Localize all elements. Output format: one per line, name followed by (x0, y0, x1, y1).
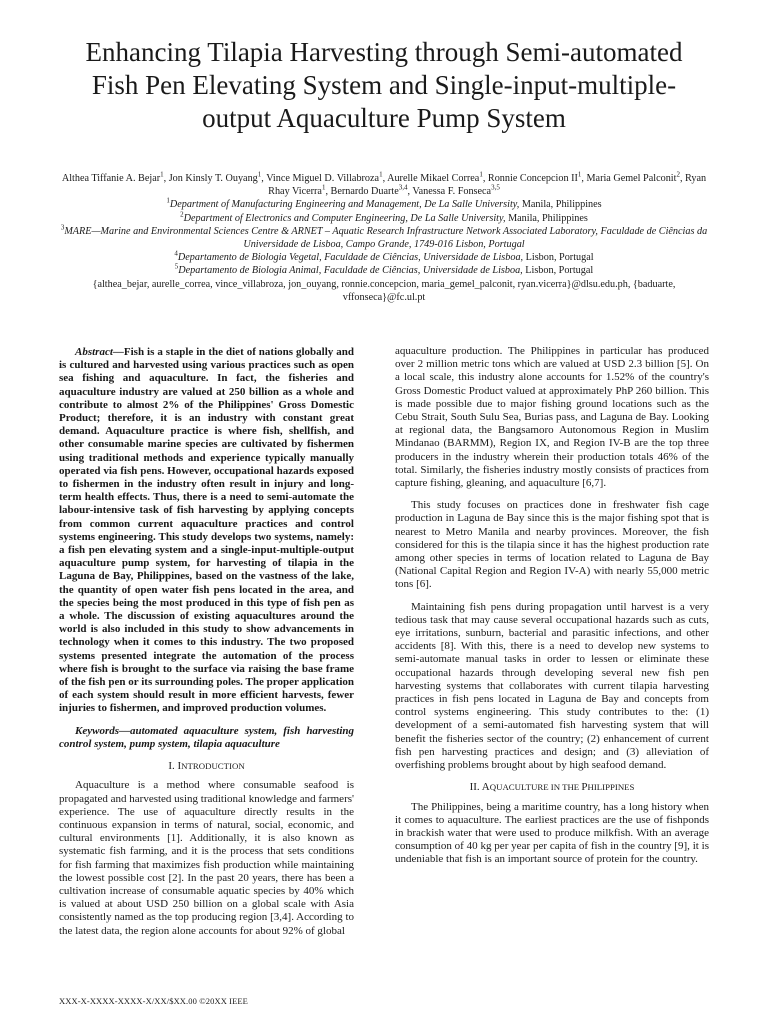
abstract-lead: Abstract— (75, 346, 124, 358)
author-affiliation-mark: 1 (257, 170, 262, 179)
affiliation-line (58, 198, 710, 211)
section-initial: A (481, 781, 490, 794)
author-name: Jon Kinsly T. Ouyang (168, 173, 258, 184)
affiliation-institution: Departamento de Biologia Animal, Faculdade de Ciências, Universidade de Lisboa, (178, 265, 523, 277)
section-numeral: I. (168, 760, 175, 773)
right-column (395, 345, 709, 876)
section-rest: QUACULTURE IN THE (489, 782, 582, 793)
affiliation-institution: Departamento de Biologia Vegetal, Faculdade de Ciências, Universidade de Lisboa, (177, 252, 524, 264)
section-numeral: II. (469, 781, 480, 794)
author-emails: {althea_bejar, aurelle_correa, vince_villabroza, jon_ouyang, ronnie.concepcion, maria_gemel_palconit, ryan.vicerra}@dlsu.edu.ph, {baduarte, vffonseca}@fc.ul.pt (92, 278, 676, 303)
author-affiliation-mark: 2 (676, 170, 680, 179)
author-affiliation-mark: 1 (379, 170, 383, 179)
author-name: Ryan Rhay Vicerra (268, 173, 707, 198)
affiliation-line (58, 212, 710, 225)
copyright-footer: XXX-X-XXXX-XXXX-X/XX/$XX.00 ©20XX IEEE (59, 996, 248, 1006)
affiliation-institution: Department of Electronics and Computer Engineering, De La Salle University, (183, 212, 506, 224)
affiliations (58, 198, 710, 277)
affiliation-institution: Department of Manufacturing Engineering and Management, De La Salle University, (169, 199, 520, 211)
author-affiliation-mark: 3,5 (491, 183, 500, 192)
paragraph-2: This study focuses on practices done in freshwater fish cage production in Laguna de Bay since this is the major fishing spot that is nearest to Metro Manila and nearby provinces. Moreover, the fish considered for this is the tilapia since it has the highest production rate among other species in terms of location related to Laguna de Bay (National Capital Region and Region IV-A) with nearly 55,000 metric tons [6]. (395, 499, 709, 591)
affiliation-line (58, 225, 710, 251)
affiliation-location: Manila, Philippines (519, 199, 602, 211)
section-initial: I (177, 760, 182, 773)
author-affiliation-mark: 1 (479, 170, 483, 179)
paper-title: Enhancing Tilapia Harvesting through Semi-automated Fish Pen Elevating System and Single-input-multiple-output Aquaculture Pump System (85, 37, 683, 133)
author-name: Vince Miguel D. Villabroza (266, 173, 380, 184)
author-affiliation-mark: 1 (321, 183, 326, 192)
author-affiliation-mark: 3,4 (398, 183, 408, 192)
affiliation-mark: 1 (166, 197, 170, 206)
affiliation-line (58, 264, 710, 277)
section-heading-aquaculture (395, 781, 709, 794)
section-initial-2: P (581, 781, 588, 794)
author-affiliation-mark: 1 (160, 170, 164, 179)
author-name: Aurelle Mikael Correa (387, 173, 480, 184)
paragraph-1: aquaculture production. The Philippines in particular has produced over 2 million metric tons which are valued at USD 2.3 billion [5]. On a local scale, this industry alone accounts for 1.52% of the country's Gross Domestic Product valued at approximately PhP 260 billion. This is made possible due to major fishing ground locations such as the Cebu Strait, South Sulu Sea, Burias pass, and Laguna de Bay. Looking at regional data, the Bangsamoro Autonomous Region in Muslim Mindanao (BARMM), Region IX, and Region IV-B are the top three producers in the industry wherein their production totals 46% of the total. Similarly, the fisheries industry mostly consists of practices from capture fishing, gleaning, and aquaculture [6,7]. (395, 345, 709, 490)
author-name: Althea Tiffanie A. Bejar (61, 173, 161, 184)
author-affiliation-mark: 1 (577, 170, 582, 179)
affiliation-line (58, 251, 710, 264)
keywords: Keywords—automated aquaculture system, fish harvesting control system, pump system, tilapia aquaculture (59, 724, 354, 750)
section-rest-2: HILIPPINES (587, 782, 635, 793)
section-heading-introduction (59, 760, 354, 773)
affiliation-institution: MARE—Marine and Environmental Sciences Centre & ARNET – Aquatic Research Infrastructure Network Associated Laboratory, Faculdade de Ciências da Universidade de Lisboa, Campo Grande, 1749-016 Lisbon, Portugal (64, 225, 708, 251)
author-name: Bernardo Duarte (330, 186, 399, 198)
author-name: Vanessa F. Fonseca (412, 186, 492, 198)
affiliation-mark: 3 (60, 223, 65, 232)
affiliation-mark: 2 (180, 210, 184, 219)
author-name: Ronnie Concepcion II (487, 173, 578, 184)
abstract (59, 346, 354, 716)
section-rest: NTRODUCTION (181, 761, 245, 772)
introduction-paragraph: Aquaculture is a method where consumable seafood is propagated and harvested using traditional knowledge and farmers' experience. The use of aquaculture directly results in the continuous expansion in terms of natural, social, economic, and cultural environments [1]. Additionally, it is also known as systematic fish farming, and it is the process that sets conditions for fish farming that maximizes fish production while maintaining the lowest possible cost [2]. In the past 20 years, there has been a cultivation increase of consumable aquatic species by 40% which is valued at about USD 250 billion on a global scale with Asia consistently named as the top producing region [3,4]. According to the latest data, the region alone accounts for about 92% of global (59, 779, 354, 937)
affiliation-mark: 4 (174, 249, 178, 258)
abstract-text: Fish is a staple in the diet of nations globally and is cultured and harvested using various practices such as open sea fishing and aquaculture. In fact, the fisheries and aquaculture industry are valued at 250 billion as a whole and contribute to almost 2% of the Philippines' Gross Domestic Product; therefore, it is an industry with constant great demand. Aquaculture practice is where fish, shellfish, and other consumable marine species are cultivated by fishermen using traditional methods and experience typically manually operated via fish pens. However, occupational hazards exposed to fishermen in the industry often result in injury and long-term health effects. Thus, there is a need to semi-automate the labour-intensive task of fish harvesting by applying concepts from common current aquaculture practices and control systems engineering. This study develops two systems, namely: a fish pen elevating system and a single-input-multiple-output aquaculture pump system, for harvesting of tilapia in the Laguna de Bay, Philippines, based on the vastness of the lake, the quantity of open water fish pens located in the area, and the species being the most produced in this type of fish pen as a whole. The discussion of existing aquacultures around the world is also included in this study to show advancements in technology when it comes to this industry. The two proposed systems presented integrate the automation of the process where fish is brought to the surface via raising the base frame of the fish pen or its surrounding poles. The proper application of each system should result in more efficient harvests, fewer injuries to fishermen, and improved production volumes. (59, 346, 354, 715)
author-block (58, 172, 710, 304)
left-column (59, 346, 354, 947)
affiliation-location: Lisbon, Portugal (523, 252, 594, 264)
affiliation-location: Lisbon, Portugal (522, 265, 594, 277)
affiliation-location: Manila, Philippines (505, 212, 588, 224)
author-name: Maria Gemel Palconit (586, 173, 677, 184)
paragraph-3: Maintaining fish pens during propagation until harvest is a very tedious task that may cause several occupational hazards such as cuts, eye irritations, sunburn, bacterial and parasitic infections, and other accidents [8]. With this, there is a need to develop new systems to semi-automate manual tasks in order to lessen or eliminate these occupational hazards through developing several new fish pen harvesting systems that collaborates with current tilapia harvesting practices in fish pens located in Laguna de Bay and concepts from control systems engineering. This study contributes to the: (1) development of a semi-automated fish harvesting system that will benefit the fisheries sector of the country; (2) enhancement of current fish pen harvesting practices and design; and (3) alleviation of overfishing problems brought about by high seafood demand. (395, 600, 709, 772)
paragraph-4: The Philippines, being a maritime country, has a long history when it comes to aquaculture. The earliest practices are the use of fishponds in brackish water that were used to produce milkfish. With an average consumption of 40 kg per year per capita of fish in the country [9], it is undeniable that fish is an important source of protein for the country. (395, 800, 709, 866)
affiliation-mark: 5 (174, 263, 179, 272)
author-names: Althea Tiffanie A. Bejar$^1$, Jon Kinsly T. Ouyang$^1$, Vince Miguel D. Villabroza$^1$, Aurelle Mikael Correa$^1$, Ronnie Concepcion $II^1$, Maria Gemel Palconit$^2$, Ryan Rhay Vicerra$^1$, Bernardo Duarte$^{3,4}$, Vanessa F. Fonseca$^{3,5}$ (61, 170, 707, 198)
